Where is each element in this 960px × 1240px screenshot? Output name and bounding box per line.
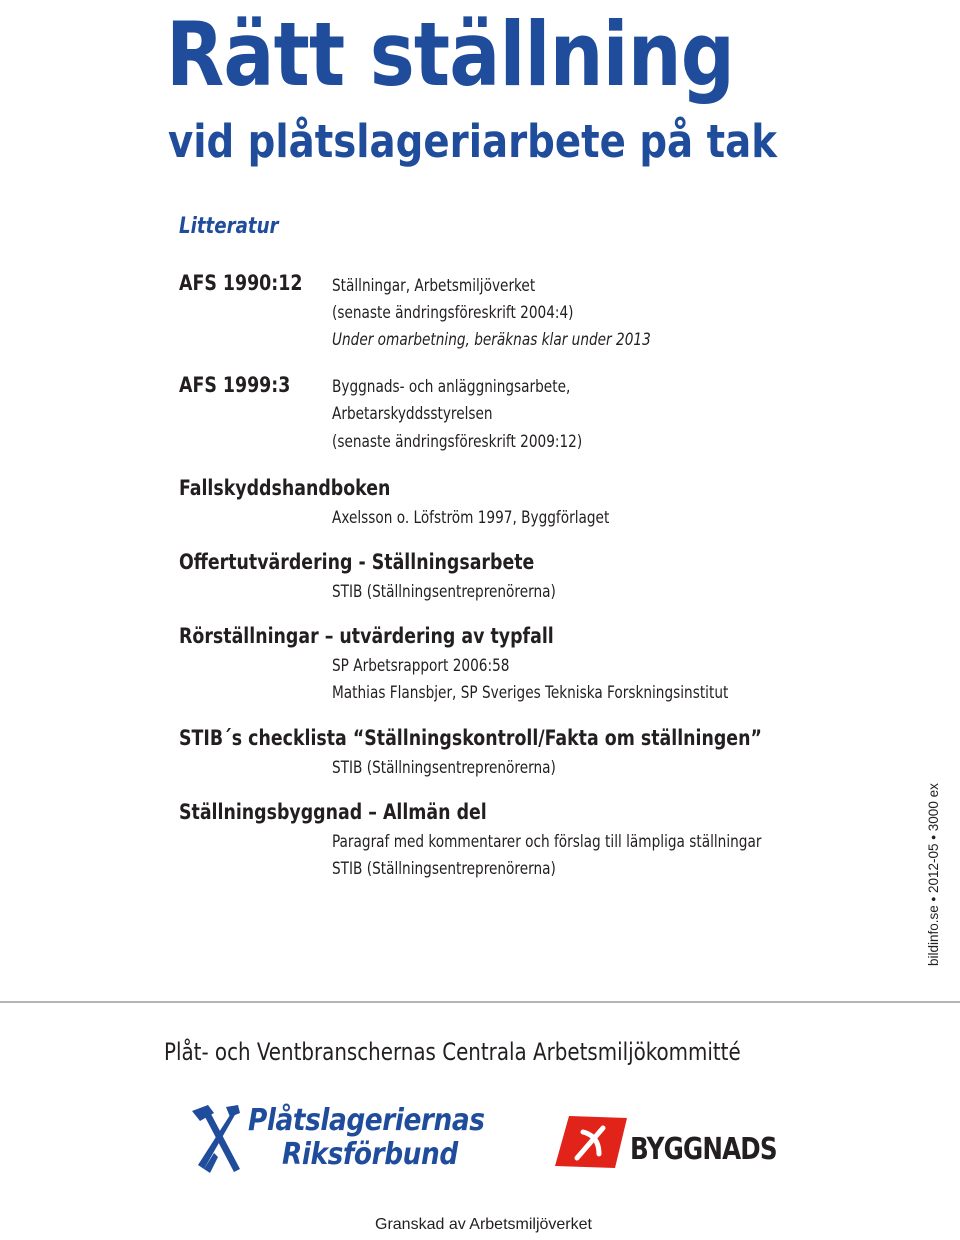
entry-title-fallskyddshandboken: Fallskyddshandboken xyxy=(179,476,391,500)
entry-line: (senaste ändringsföreskrift 2009:12) xyxy=(332,432,583,451)
entry-line: SP Arbetsrapport 2006:58 xyxy=(332,656,510,675)
entry-line: (senaste ändringsföreskrift 2004:4) xyxy=(332,303,574,322)
entry-line: Paragraf med kommentarer och förslag till lämpliga ställningar xyxy=(332,832,762,851)
platslageriernas-logo xyxy=(190,1103,520,1175)
logo-text-line1: Plåtslageriernas xyxy=(248,1103,485,1138)
print-credit: bildinfo.se • 2012-05 • 3000 ex xyxy=(926,783,941,966)
committee-name: Plåt- och Ventbranschernas Centrala Arbetsmiljökommitté xyxy=(164,1038,741,1066)
entry-line: Ställningar, Arbetsmiljöverket xyxy=(332,276,536,295)
footer-note: Granskad av Arbetsmiljöverket xyxy=(375,1216,592,1233)
byggnads-logo-text: BYGGNADS xyxy=(630,1132,777,1167)
entry-line: Arbetarskyddsstyrelsen xyxy=(332,404,493,423)
entry-title-afs-1999: AFS 1999:3 xyxy=(179,373,291,397)
red-flag-icon xyxy=(555,1114,627,1170)
entry-line: Mathias Flansbjer, SP Sveriges Tekniska Forskningsinstitut xyxy=(332,683,729,702)
byggnads-logo xyxy=(555,1114,775,1172)
entry-title-stib-checklista: STIB´s checklista “Ställningskontroll/Fakta om ställningen” xyxy=(179,726,762,750)
entry-line: Axelsson o. Löfström 1997, Byggförlaget xyxy=(332,508,610,527)
entry-line: STIB (Ställningsentreprenörerna) xyxy=(332,582,556,601)
entry-title-offertutvardering: Offertutvärdering - Ställningsarbete xyxy=(179,550,535,574)
entry-title-stallningsbyggnad: Ställningsbyggnad – Allmän del xyxy=(179,800,487,824)
divider xyxy=(0,1001,960,1003)
page-subtitle: vid plåtslageriarbete på tak xyxy=(168,115,777,168)
entry-title-rorstallningar: Rörställningar – utvärdering av typfall xyxy=(179,624,554,648)
page-title: Rätt ställning xyxy=(166,3,735,106)
entry-line: STIB (Ställningsentreprenörerna) xyxy=(332,859,556,878)
entry-line: Under omarbetning, beräknas klar under 2013 xyxy=(332,330,651,349)
hammer-and-pliers-icon xyxy=(190,1103,246,1175)
literature-heading: Litteratur xyxy=(179,214,279,239)
entry-title-afs-1990: AFS 1990:12 xyxy=(179,271,303,295)
entry-line: STIB (Ställningsentreprenörerna) xyxy=(332,758,556,777)
entry-line: Byggnads- och anläggningsarbete, xyxy=(332,377,571,396)
logo-text-line2: Riksförbund xyxy=(282,1137,458,1172)
